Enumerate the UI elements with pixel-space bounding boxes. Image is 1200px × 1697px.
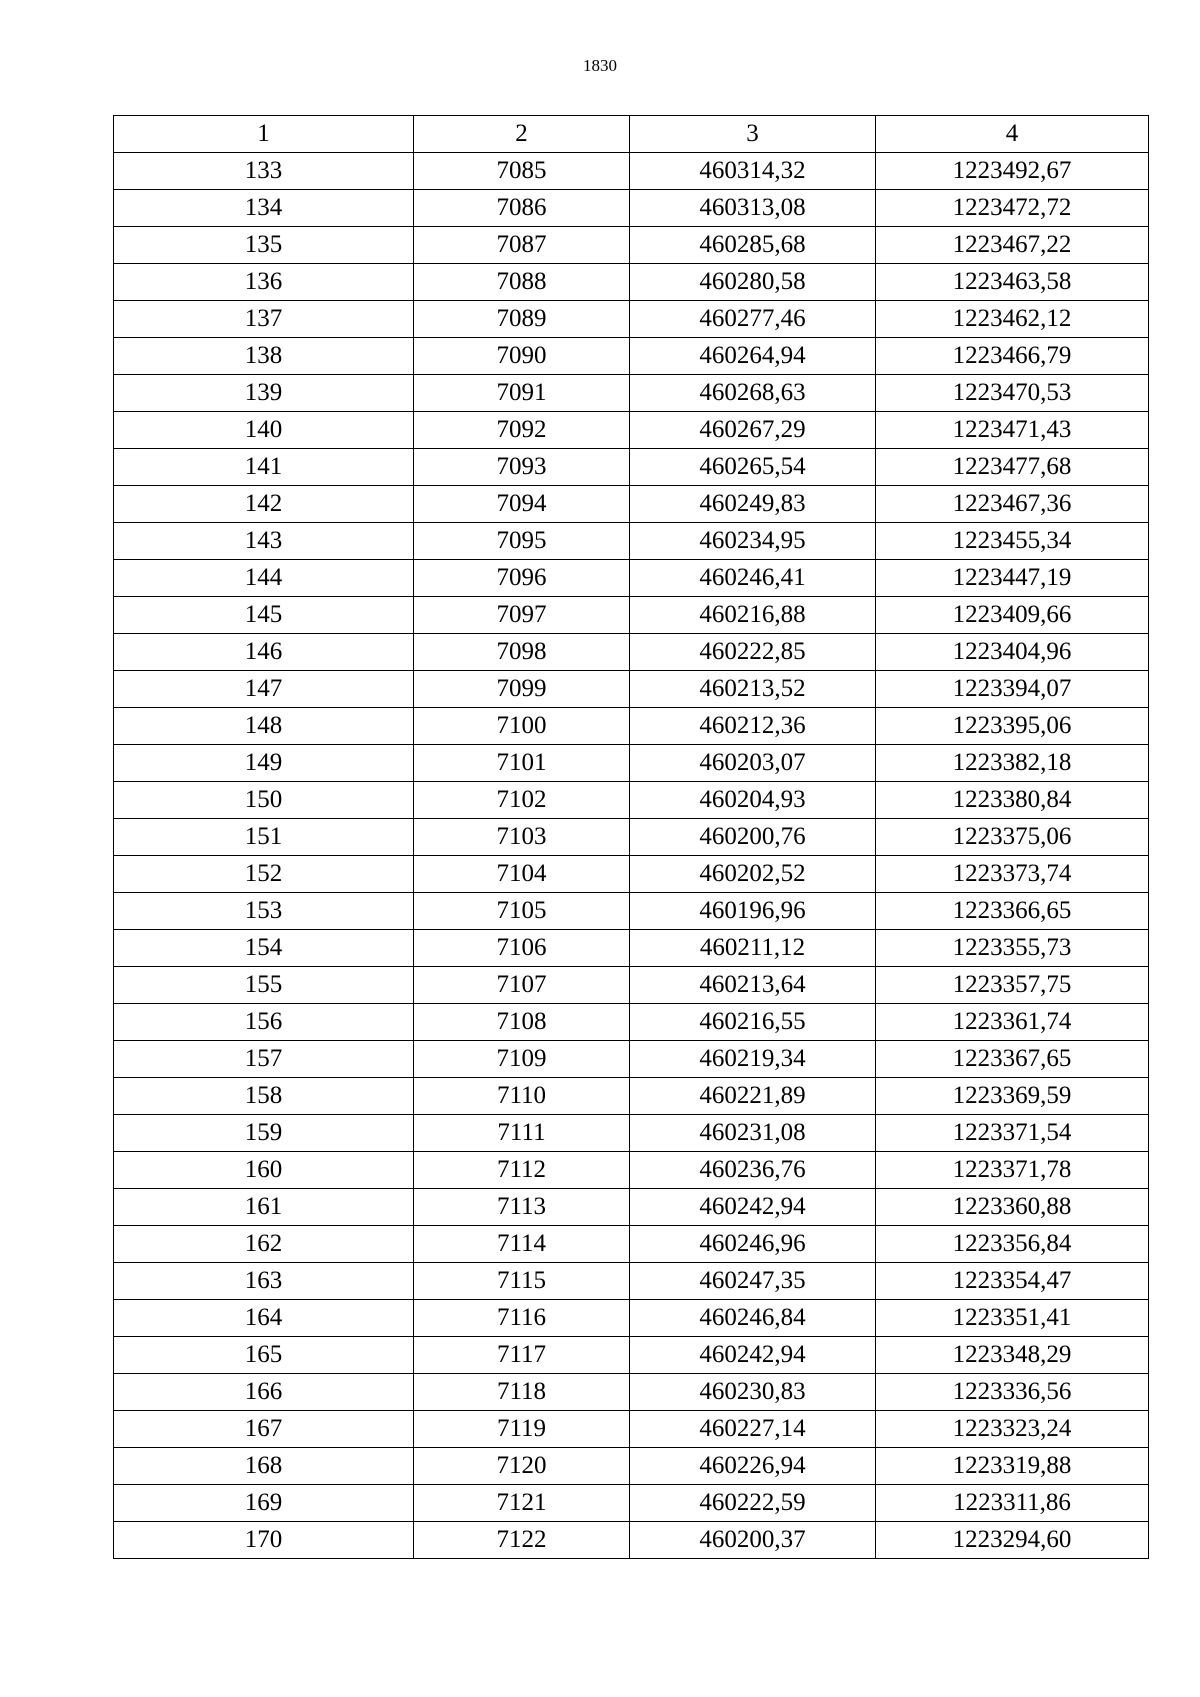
table-cell-col-3: 460249,83 <box>630 486 876 523</box>
table-cell-col-3: 460203,07 <box>630 745 876 782</box>
table-cell-col-1: 151 <box>114 819 414 856</box>
table-cell-col-2: 7122 <box>414 1522 630 1559</box>
table-row <box>114 671 1149 708</box>
table-cell-col-4: 1223375,06 <box>876 819 1149 856</box>
table-cell-col-1: 166 <box>114 1374 414 1411</box>
table-row <box>114 1226 1149 1263</box>
table-row <box>114 1263 1149 1300</box>
table-cell-col-2: 7087 <box>414 227 630 264</box>
table-cell-col-1: 137 <box>114 301 414 338</box>
table-row <box>114 301 1149 338</box>
table-cell-col-2: 7121 <box>414 1485 630 1522</box>
table-cell-col-2: 7101 <box>414 745 630 782</box>
table-row <box>114 967 1149 1004</box>
table-cell-col-3: 460222,85 <box>630 634 876 671</box>
table-row <box>114 338 1149 375</box>
table-cell-col-1: 145 <box>114 597 414 634</box>
table-cell-col-4: 1223361,74 <box>876 1004 1149 1041</box>
table-cell-col-4: 1223319,88 <box>876 1448 1149 1485</box>
table-cell-col-1: 139 <box>114 375 414 412</box>
table-cell-col-4: 1223471,43 <box>876 412 1149 449</box>
table-row <box>114 412 1149 449</box>
table-cell-col-4: 1223354,47 <box>876 1263 1149 1300</box>
table-cell-col-4: 1223472,72 <box>876 190 1149 227</box>
table-row <box>114 375 1149 412</box>
table-cell-col-2: 7102 <box>414 782 630 819</box>
table-cell-col-3: 460285,68 <box>630 227 876 264</box>
table-cell-col-2: 7111 <box>414 1115 630 1152</box>
table-row <box>114 856 1149 893</box>
table-cell-col-2: 7107 <box>414 967 630 1004</box>
table-row <box>114 1411 1149 1448</box>
table-cell-col-2: 7094 <box>414 486 630 523</box>
table-cell-col-2: 7108 <box>414 1004 630 1041</box>
table-cell-col-2: 7085 <box>414 153 630 190</box>
table-cell-col-1: 150 <box>114 782 414 819</box>
table-cell-col-1: 133 <box>114 153 414 190</box>
table-cell-col-4: 1223371,54 <box>876 1115 1149 1152</box>
table-cell-col-2: 7100 <box>414 708 630 745</box>
table-cell-col-2: 7092 <box>414 412 630 449</box>
table-cell-col-2: 7096 <box>414 560 630 597</box>
table-cell-col-3: 460280,58 <box>630 264 876 301</box>
table-body <box>114 153 1149 1559</box>
table-cell-col-2: 7088 <box>414 264 630 301</box>
table-cell-col-1: 140 <box>114 412 414 449</box>
table-cell-col-2: 7093 <box>414 449 630 486</box>
table-cell-col-4: 1223470,53 <box>876 375 1149 412</box>
table-row <box>114 1485 1149 1522</box>
table-cell-col-3: 460242,94 <box>630 1337 876 1374</box>
table-cell-col-2: 7119 <box>414 1411 630 1448</box>
table-cell-col-3: 460313,08 <box>630 190 876 227</box>
table-cell-col-4: 1223409,66 <box>876 597 1149 634</box>
table-cell-col-4: 1223360,88 <box>876 1189 1149 1226</box>
table-cell-col-1: 157 <box>114 1041 414 1078</box>
table-cell-col-3: 460234,95 <box>630 523 876 560</box>
table-cell-col-4: 1223463,58 <box>876 264 1149 301</box>
table-cell-col-3: 460231,08 <box>630 1115 876 1152</box>
table-cell-col-2: 7114 <box>414 1226 630 1263</box>
table-cell-col-2: 7118 <box>414 1374 630 1411</box>
header-cell-4: 4 <box>876 116 1149 153</box>
table-cell-col-1: 154 <box>114 930 414 967</box>
table-cell-col-1: 143 <box>114 523 414 560</box>
table-cell-col-1: 134 <box>114 190 414 227</box>
table-cell-col-2: 7113 <box>414 1189 630 1226</box>
table-cell-col-3: 460314,32 <box>630 153 876 190</box>
table-cell-col-1: 167 <box>114 1411 414 1448</box>
table-cell-col-4: 1223357,75 <box>876 967 1149 1004</box>
table-row <box>114 597 1149 634</box>
table-row <box>114 1078 1149 1115</box>
table-cell-col-3: 460236,76 <box>630 1152 876 1189</box>
table-row <box>114 708 1149 745</box>
table-cell-col-2: 7109 <box>414 1041 630 1078</box>
table-cell-col-3: 460227,14 <box>630 1411 876 1448</box>
table-cell-col-2: 7106 <box>414 930 630 967</box>
table-cell-col-1: 163 <box>114 1263 414 1300</box>
table-cell-col-4: 1223373,74 <box>876 856 1149 893</box>
table-cell-col-2: 7098 <box>414 634 630 671</box>
table-cell-col-3: 460267,29 <box>630 412 876 449</box>
table-row <box>114 1374 1149 1411</box>
table-cell-col-1: 152 <box>114 856 414 893</box>
table-cell-col-1: 136 <box>114 264 414 301</box>
table-cell-col-3: 460277,46 <box>630 301 876 338</box>
table-cell-col-1: 146 <box>114 634 414 671</box>
table-cell-col-4: 1223462,12 <box>876 301 1149 338</box>
table-cell-col-2: 7103 <box>414 819 630 856</box>
table-cell-col-2: 7112 <box>414 1152 630 1189</box>
table-cell-col-1: 170 <box>114 1522 414 1559</box>
table-cell-col-4: 1223455,34 <box>876 523 1149 560</box>
table-cell-col-4: 1223369,59 <box>876 1078 1149 1115</box>
table-header <box>114 116 1149 153</box>
table-cell-col-4: 1223323,24 <box>876 1411 1149 1448</box>
table-cell-col-1: 162 <box>114 1226 414 1263</box>
table-row <box>114 1004 1149 1041</box>
table-row <box>114 1115 1149 1152</box>
table-cell-col-4: 1223355,73 <box>876 930 1149 967</box>
table-cell-col-2: 7110 <box>414 1078 630 1115</box>
table-cell-col-2: 7091 <box>414 375 630 412</box>
table-cell-col-3: 460216,88 <box>630 597 876 634</box>
table-cell-col-4: 1223351,41 <box>876 1300 1149 1337</box>
table-cell-col-3: 460268,63 <box>630 375 876 412</box>
table-row <box>114 190 1149 227</box>
page-number: 1830 <box>583 56 617 75</box>
header-row <box>114 116 1149 153</box>
table-cell-col-3: 460221,89 <box>630 1078 876 1115</box>
table-cell-col-4: 1223466,79 <box>876 338 1149 375</box>
table-cell-col-4: 1223395,06 <box>876 708 1149 745</box>
table-cell-col-4: 1223348,29 <box>876 1337 1149 1374</box>
table-row <box>114 153 1149 190</box>
table-cell-col-1: 155 <box>114 967 414 1004</box>
table-cell-col-1: 138 <box>114 338 414 375</box>
table-cell-col-4: 1223294,60 <box>876 1522 1149 1559</box>
table-row <box>114 745 1149 782</box>
table-cell-col-4: 1223336,56 <box>876 1374 1149 1411</box>
table-cell-col-1: 144 <box>114 560 414 597</box>
table-cell-col-4: 1223380,84 <box>876 782 1149 819</box>
table-cell-col-1: 147 <box>114 671 414 708</box>
table-cell-col-2: 7117 <box>414 1337 630 1374</box>
header-cell-2: 2 <box>414 116 630 153</box>
table-cell-col-3: 460222,59 <box>630 1485 876 1522</box>
table-cell-col-2: 7115 <box>414 1263 630 1300</box>
table-row <box>114 523 1149 560</box>
table-cell-col-1: 141 <box>114 449 414 486</box>
table-cell-col-3: 460212,36 <box>630 708 876 745</box>
table-cell-col-1: 142 <box>114 486 414 523</box>
table-cell-col-1: 135 <box>114 227 414 264</box>
table-cell-col-2: 7099 <box>414 671 630 708</box>
table-row <box>114 893 1149 930</box>
table-cell-col-3: 460247,35 <box>630 1263 876 1300</box>
table-cell-col-2: 7120 <box>414 1448 630 1485</box>
table-cell-col-2: 7089 <box>414 301 630 338</box>
table-cell-col-3: 460196,96 <box>630 893 876 930</box>
table-cell-col-3: 460246,41 <box>630 560 876 597</box>
table-cell-col-4: 1223467,36 <box>876 486 1149 523</box>
table-row <box>114 264 1149 301</box>
table-cell-col-2: 7095 <box>414 523 630 560</box>
table-cell-col-4: 1223367,65 <box>876 1041 1149 1078</box>
table-cell-col-1: 149 <box>114 745 414 782</box>
table-cell-col-1: 148 <box>114 708 414 745</box>
table-cell-col-1: 158 <box>114 1078 414 1115</box>
table-cell-col-3: 460200,37 <box>630 1522 876 1559</box>
table-row <box>114 1448 1149 1485</box>
table-cell-col-3: 460211,12 <box>630 930 876 967</box>
table-cell-col-4: 1223477,68 <box>876 449 1149 486</box>
table-cell-col-3: 460204,93 <box>630 782 876 819</box>
table-cell-col-3: 460265,54 <box>630 449 876 486</box>
table-cell-col-4: 1223447,19 <box>876 560 1149 597</box>
table-cell-col-4: 1223404,96 <box>876 634 1149 671</box>
table-cell-col-3: 460200,76 <box>630 819 876 856</box>
table-cell-col-3: 460230,83 <box>630 1374 876 1411</box>
table-cell-col-1: 165 <box>114 1337 414 1374</box>
table-cell-col-1: 169 <box>114 1485 414 1522</box>
table-row <box>114 560 1149 597</box>
table-cell-col-1: 153 <box>114 893 414 930</box>
table-row <box>114 634 1149 671</box>
table-cell-col-4: 1223311,86 <box>876 1485 1149 1522</box>
table-cell-col-2: 7097 <box>414 597 630 634</box>
table-cell-col-3: 460226,94 <box>630 1448 876 1485</box>
table-cell-col-3: 460202,52 <box>630 856 876 893</box>
table-cell-col-4: 1223467,22 <box>876 227 1149 264</box>
table-cell-col-3: 460264,94 <box>630 338 876 375</box>
table-row <box>114 1337 1149 1374</box>
table-row <box>114 486 1149 523</box>
table-cell-col-3: 460246,84 <box>630 1300 876 1337</box>
table-cell-col-4: 1223356,84 <box>876 1226 1149 1263</box>
table-cell-col-3: 460219,34 <box>630 1041 876 1078</box>
table-cell-col-2: 7086 <box>414 190 630 227</box>
table-cell-col-4: 1223382,18 <box>876 745 1149 782</box>
table-row <box>114 1300 1149 1337</box>
table-cell-col-1: 160 <box>114 1152 414 1189</box>
table-cell-col-4: 1223371,78 <box>876 1152 1149 1189</box>
table-cell-col-3: 460216,55 <box>630 1004 876 1041</box>
table-cell-col-4: 1223366,65 <box>876 893 1149 930</box>
table-row <box>114 819 1149 856</box>
table-row <box>114 449 1149 486</box>
table-cell-col-2: 7090 <box>414 338 630 375</box>
table-row <box>114 930 1149 967</box>
header-cell-3: 3 <box>630 116 876 153</box>
table-row <box>114 227 1149 264</box>
table-cell-col-2: 7116 <box>414 1300 630 1337</box>
coordinates-table <box>113 115 1149 1559</box>
table-cell-col-1: 164 <box>114 1300 414 1337</box>
table-cell-col-3: 460213,52 <box>630 671 876 708</box>
table-cell-col-1: 159 <box>114 1115 414 1152</box>
table-cell-col-1: 168 <box>114 1448 414 1485</box>
table-row <box>114 1189 1149 1226</box>
table-cell-col-3: 460213,64 <box>630 967 876 1004</box>
table-row <box>114 1041 1149 1078</box>
table-cell-col-3: 460242,94 <box>630 1189 876 1226</box>
table-cell-col-1: 156 <box>114 1004 414 1041</box>
table-cell-col-3: 460246,96 <box>630 1226 876 1263</box>
table-cell-col-1: 161 <box>114 1189 414 1226</box>
table-cell-col-4: 1223492,67 <box>876 153 1149 190</box>
table-cell-col-4: 1223394,07 <box>876 671 1149 708</box>
table-row <box>114 1522 1149 1559</box>
table-row <box>114 1152 1149 1189</box>
header-cell-1: 1 <box>114 116 414 153</box>
table-row <box>114 782 1149 819</box>
table-cell-col-2: 7105 <box>414 893 630 930</box>
table-cell-col-2: 7104 <box>414 856 630 893</box>
